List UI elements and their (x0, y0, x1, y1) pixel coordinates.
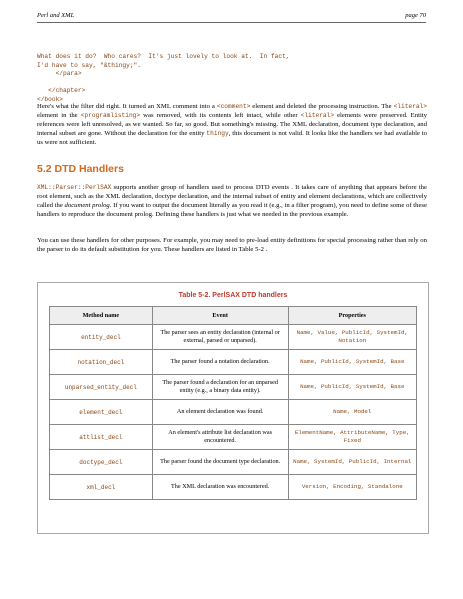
code-listing (37, 53, 290, 105)
event-cell: The parser sees an entity declaration (internal or external, parsed or unparsed). (152, 325, 288, 350)
table-row (50, 400, 417, 425)
code-line: I'd have to say, "&thingy;". (37, 61, 141, 69)
properties-cell: ElementName, AttributeName, Type, Fixed (288, 425, 416, 450)
dtd-handlers-table (49, 306, 417, 500)
column-header: Properties (288, 307, 416, 325)
inline-code: thingy (206, 130, 229, 137)
emphasis: document prolog. (64, 202, 112, 209)
page-number: page 70 (405, 12, 426, 19)
paragraph-filter-result: Here's what the filter did right. It turned an XML comment into a <comment> element and deleted the processing instruction. The <literal> element in the <programlisting> was removed, with its contents left intact, while other <literal> elements were preserved. Entity references were left unresolved, as we wanted. So far, so good. But something's missing. The XML declaration, document type declaration, and internal subset are gone. Without the declaration for the entity thingy, this document is not valid. It looks like the handlers we had available to us were not sufficient. (37, 103, 427, 146)
method-cell: attlist_decl (50, 425, 153, 450)
event-cell: The XML declaration was encountered. (152, 475, 288, 500)
table-header-row (50, 307, 417, 325)
method-cell: notation_decl (50, 350, 153, 375)
table-row (50, 425, 417, 450)
inline-code: <programlisting> (80, 112, 141, 119)
properties-cell: Name, Value, PublicId, SystemId, Notation (288, 325, 416, 350)
inline-code: <literal> (393, 103, 427, 110)
section-heading: 5.2 DTD Handlers (37, 163, 124, 175)
column-header: Event (152, 307, 288, 325)
method-cell: entity_decl (50, 325, 153, 350)
properties-cell: Name, PublicId, SystemId, Base (288, 350, 416, 375)
method-cell: doctype_decl (50, 450, 153, 475)
inline-code: <literal> (300, 112, 335, 119)
code-line: What does it do? Who cares? It's just lovely to look at. In fact, (37, 53, 290, 60)
properties-cell: Name, PublicId, SystemId, Base (288, 375, 416, 400)
paragraph-other-uses: You can use these handlers for other purposes. For example, you may need to pre-load entity definitions for special processing rather than rely on the parser to do its default substitution for you. These handlers are listed in Table 5-2 . (37, 237, 427, 253)
method-cell: element_decl (50, 400, 153, 425)
table-caption: Table 5-2. PerlSAX DTD handlers (178, 292, 288, 299)
code-line: </book> (37, 95, 63, 103)
running-header-title: Perl and XML (37, 12, 75, 19)
code-line: </para> (37, 70, 82, 78)
properties-cell: Version, Encoding, Standalone (288, 475, 416, 500)
table-row (50, 375, 417, 400)
paragraph-dtd-handlers: XML::Parser::PerlSAX supports another group of handlers used to process DTD events . It takes care of anything that appears before the root element, such as the XML declaration, doctype declaration, and the internal subset of entity and element declarations, which are collectively called the document prolog. If you want to output the document literally as you read it (e.g., in a filter program), you need to define some of these handlers to reproduce the document prolog. Defining these handlers is just what we needed in the previous example. (37, 184, 427, 218)
method-cell: xml_decl (50, 475, 153, 500)
event-cell: The parser found a notation declaration. (152, 350, 288, 375)
inline-code: <comment> (216, 103, 251, 110)
method-cell: unparsed_entity_decl (50, 375, 153, 400)
table-row (50, 475, 417, 500)
event-cell: The parser found the document type declaration. (152, 450, 288, 475)
table-container (37, 282, 429, 534)
properties-cell: Name, SystemId, PublicId, Internal (288, 450, 416, 475)
header-rule (37, 22, 426, 23)
table-row (50, 350, 417, 375)
inline-code: XML::Parser::PerlSAX (37, 184, 112, 191)
table-row (50, 325, 417, 350)
table-row (50, 450, 417, 475)
event-cell: An element declaration was found. (152, 400, 288, 425)
properties-cell: Name, Model (288, 400, 416, 425)
event-cell: An element's attribute list declaration was encountered. (152, 425, 288, 450)
code-line: </chapter> (37, 87, 86, 95)
column-header: Method name (50, 307, 153, 325)
event-cell: The parser found a declaration for an unparsed entity (e.g., a binary data entity). (152, 375, 288, 400)
